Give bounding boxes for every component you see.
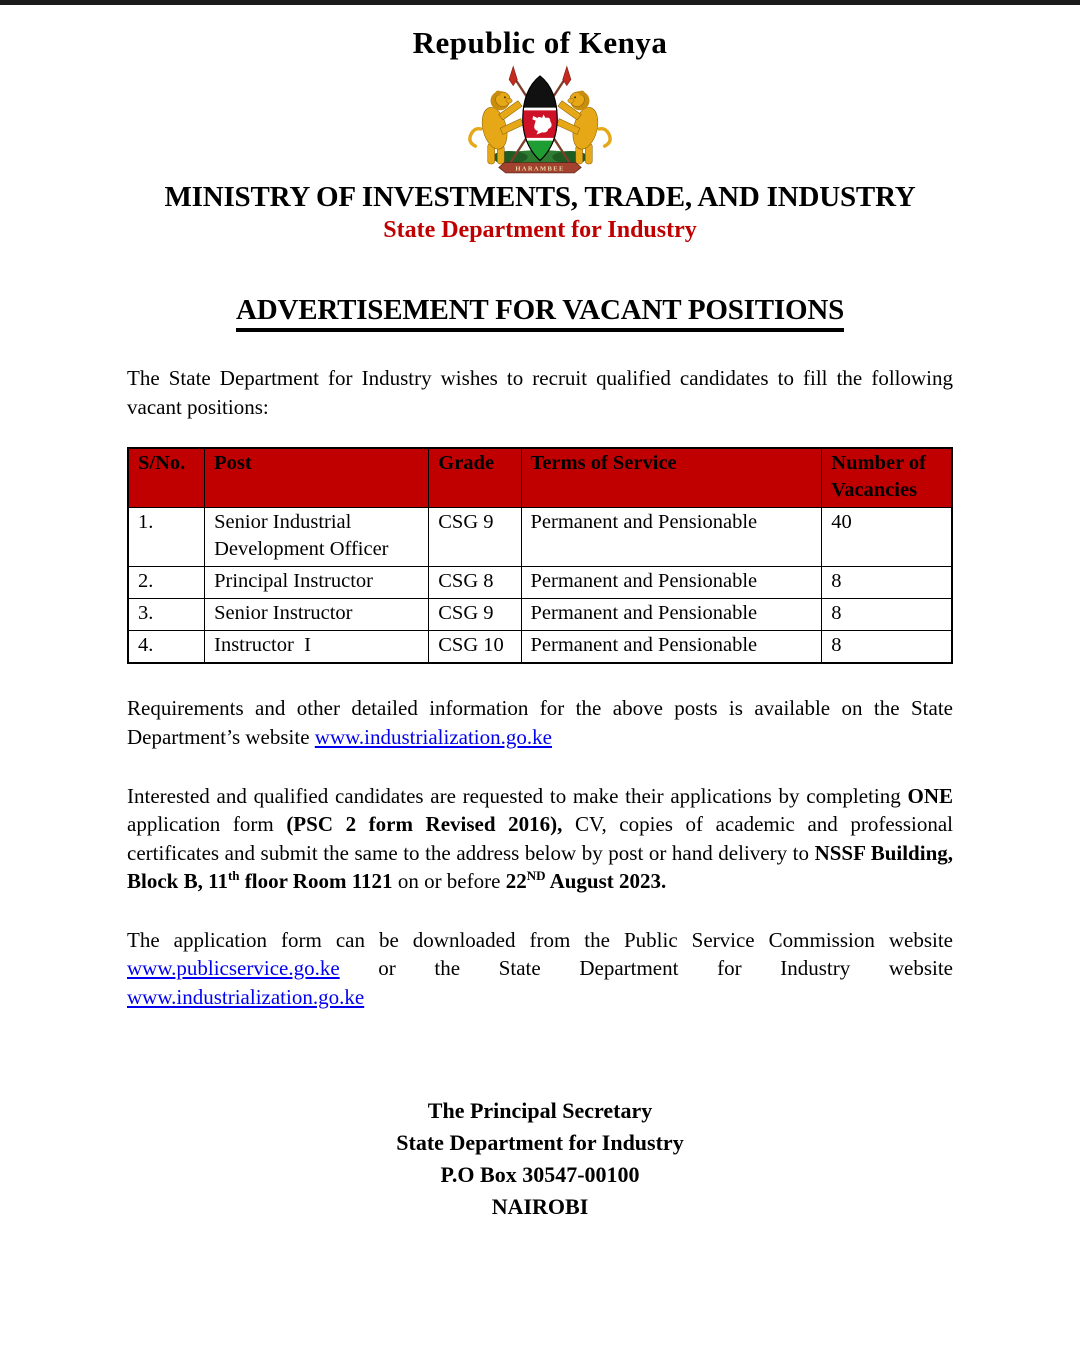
col-header-grade: Grade (429, 448, 521, 508)
publicservice-website-link[interactable]: www.publicservice.go.ke (127, 956, 340, 981)
cell-post: Senior Industrial Development Officer (205, 508, 429, 567)
kenya-coat-of-arms-icon (464, 65, 616, 175)
bold-text: ONE (907, 783, 953, 808)
cell-terms: Permanent and Pensionable (521, 599, 822, 631)
application-paragraph (127, 782, 953, 896)
vacancies-table (127, 447, 953, 664)
cell-sno: 1. (128, 508, 205, 567)
table-row (128, 631, 952, 664)
address-block (127, 1095, 953, 1223)
cell-post: Principal Instructor (205, 567, 429, 599)
cell-sno: 3. (128, 599, 205, 631)
col-header-post: Post (205, 448, 429, 508)
superscript-text: ND (526, 868, 546, 884)
industrialization-website-link-2[interactable]: www.industrialization.go.ke (127, 984, 365, 1009)
ministry-title: MINISTRY OF INVESTMENTS, TRADE, AND INDUSTRY (164, 181, 916, 213)
address-line-department: State Department for Industry (396, 1130, 684, 1156)
bold-text: NSSF Building, Block B, 11 (127, 840, 953, 894)
cell-vacancies: 40 (822, 508, 952, 567)
cell-post: Senior Instructor (205, 599, 429, 631)
intro-paragraph: The State Department for Industry wishes to recruit qualified candidates to fill the following vacant positions: (127, 366, 953, 419)
bold-text: 22 (505, 869, 527, 894)
text-run: application form (127, 812, 287, 837)
requirements-paragraph (127, 694, 953, 751)
advertisement-heading: ADVERTISEMENT FOR VACANT POSITIONS (236, 294, 844, 332)
cell-terms: Permanent and Pensionable (521, 508, 822, 567)
industrialization-website-link[interactable]: www.industrialization.go.ke (314, 724, 552, 749)
text-run: Requirements and other detailed information for the above posts is available on the State Department’s website (127, 696, 953, 749)
coat-motto: HARAMBEE (515, 165, 565, 173)
table-row (128, 508, 952, 567)
text-run: Interested and qualified candidates are requested to make their applications by completing (127, 783, 908, 808)
col-header-sno: S/No. (128, 448, 205, 508)
superscript-text: th (227, 868, 240, 884)
col-header-vacancies: Number of Vacancies (822, 448, 952, 508)
document-body (127, 294, 953, 1223)
cell-sno: 2. (128, 567, 205, 599)
table-row (128, 567, 952, 599)
cell-vacancies: 8 (822, 567, 952, 599)
cell-sno: 4. (128, 631, 205, 664)
cell-terms: Permanent and Pensionable (521, 567, 822, 599)
document-header (0, 25, 1080, 244)
col-header-terms: Terms of Service (521, 448, 822, 508)
address-line-pobox: P.O Box 30547-00100 (440, 1162, 640, 1188)
top-edge-strip (0, 0, 1080, 5)
text-run: on or before (392, 869, 506, 894)
department-title: State Department for Industry (383, 217, 697, 243)
address-line-recipient: The Principal Secretary (427, 1098, 653, 1124)
cell-grade: CSG 10 (429, 631, 521, 664)
cell-terms: Permanent and Pensionable (521, 631, 822, 664)
table-header-row (128, 448, 952, 508)
country-title: Republic of Kenya (412, 25, 668, 60)
cell-grade: CSG 9 (429, 508, 521, 567)
cell-grade: CSG 8 (429, 567, 521, 599)
download-paragraph (127, 926, 953, 1012)
cell-grade: CSG 9 (429, 599, 521, 631)
bold-text: August 2023. (545, 869, 667, 894)
cell-post: Instructor I (205, 631, 429, 664)
text-run: The application form can be downloaded from the Public Service Commission website (127, 927, 953, 952)
cell-vacancies: 8 (822, 599, 952, 631)
address-line-city: NAIROBI (491, 1194, 589, 1220)
bold-text: floor Room 1121 (239, 869, 393, 894)
table-row (128, 599, 952, 631)
cell-vacancies: 8 (822, 631, 952, 664)
text-run: or the State Department for Industry website (339, 956, 953, 981)
bold-text: (PSC 2 form Revised 2016), (286, 812, 563, 837)
text-run: CV, copies of academic and professional certificates and submit the same to the address below by post or hand delivery to (127, 812, 954, 865)
